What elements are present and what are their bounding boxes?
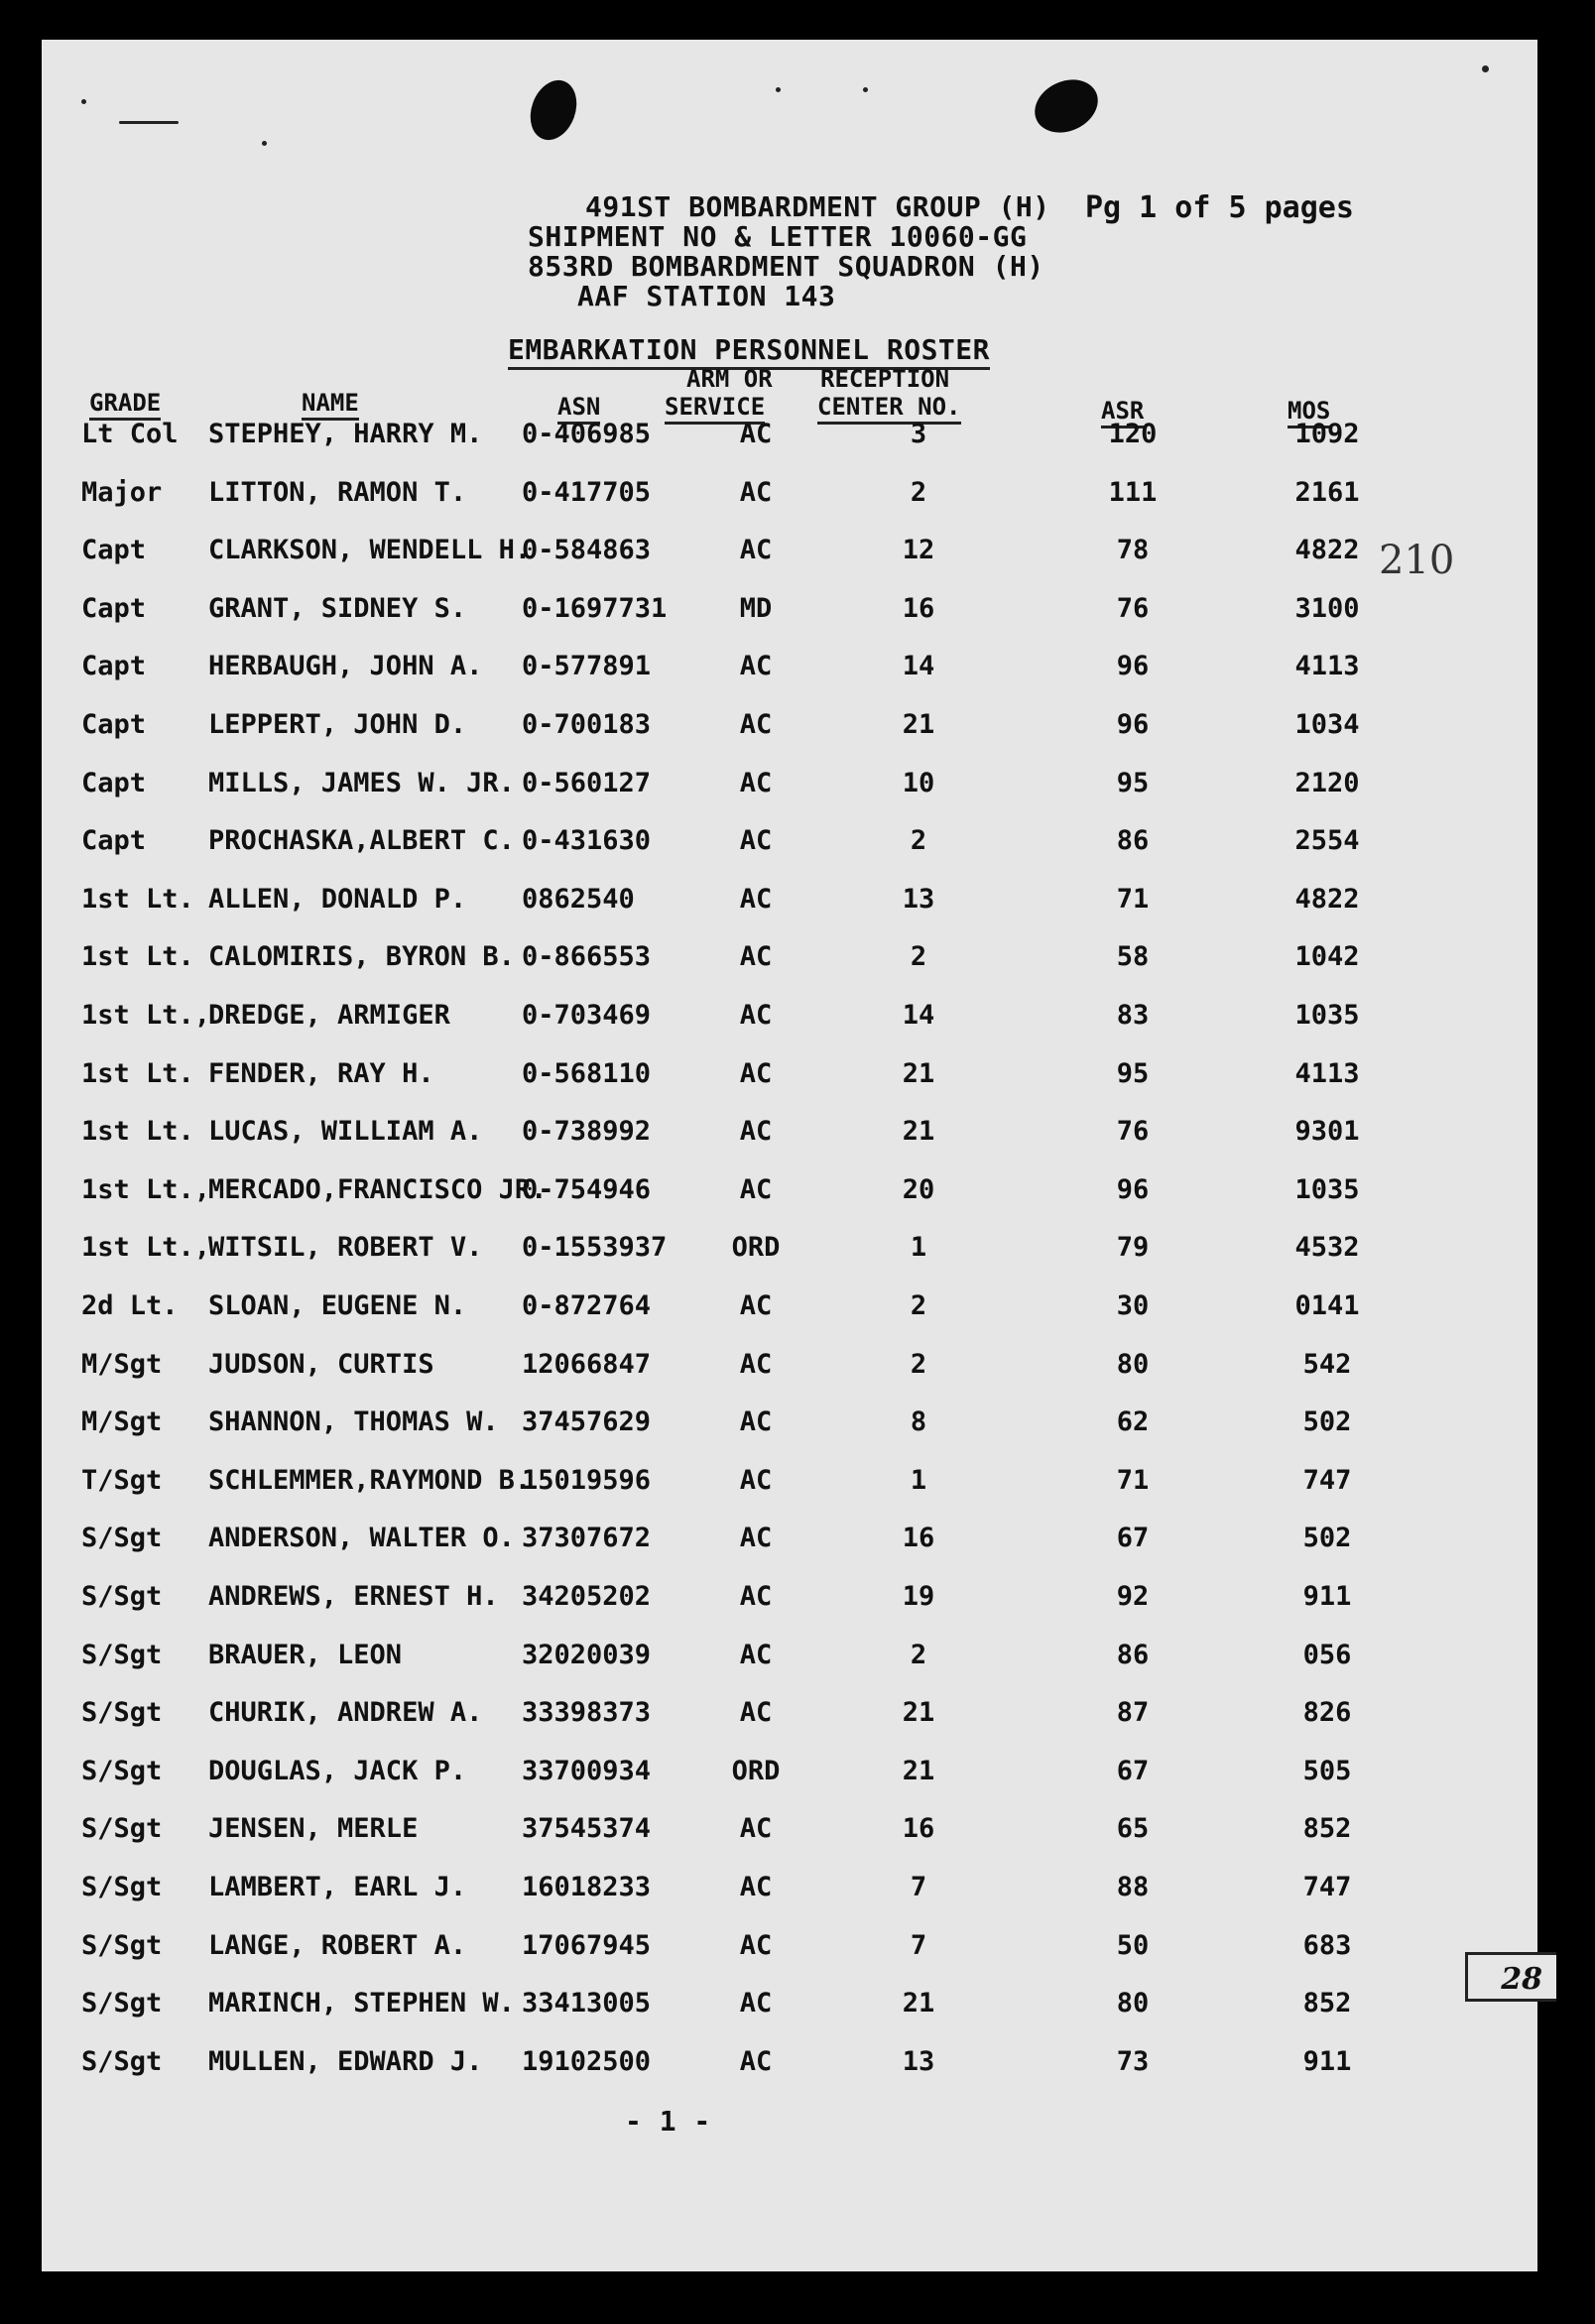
- cell-asn: 15019596: [522, 1465, 652, 1496]
- cell-rc: 2: [910, 1640, 927, 1670]
- cell-grade: Capt: [81, 709, 147, 740]
- cell-rc: 21: [902, 1116, 935, 1147]
- cell-rc: 13: [902, 884, 935, 915]
- cell-arm: AC: [739, 941, 773, 972]
- cell-grade: S/Sgt: [81, 1523, 163, 1553]
- cell-arm: AC: [739, 1290, 773, 1321]
- cell-asr: 76: [1116, 1116, 1150, 1147]
- cell-arm: AC: [739, 1930, 773, 1961]
- cell-arm: AC: [739, 1697, 773, 1728]
- cell-arm: MD: [739, 593, 773, 624]
- cell-rc: 21: [902, 1697, 935, 1728]
- cell-mos: 542: [1302, 1349, 1352, 1380]
- cell-asr: 73: [1116, 2046, 1150, 2077]
- cell-asn: 33398373: [522, 1697, 652, 1728]
- cell-grade: S/Sgt: [81, 1930, 163, 1961]
- cell-arm: AC: [739, 709, 773, 740]
- cell-rc: 2: [910, 941, 927, 972]
- cell-asn: 0862540: [522, 884, 635, 915]
- cell-name: FENDER, RAY H.: [208, 1058, 434, 1089]
- cell-mos: 502: [1302, 1523, 1352, 1553]
- cell-mos: 4822: [1294, 535, 1360, 565]
- col-asn: ASN: [557, 393, 600, 425]
- cell-arm: AC: [739, 2046, 773, 2077]
- cell-mos: 1042: [1294, 941, 1360, 972]
- roster-page: [42, 40, 1542, 2271]
- cell-asr: 87: [1116, 1697, 1150, 1728]
- cell-name: GRANT, SIDNEY S.: [208, 593, 467, 624]
- page-footer: - 1 -: [625, 2105, 711, 2138]
- cell-rc: 3: [910, 419, 927, 449]
- cell-asr: 65: [1116, 1813, 1150, 1844]
- cell-asr: 96: [1116, 709, 1150, 740]
- col-name: NAME: [302, 389, 359, 421]
- cell-mos: 4532: [1294, 1232, 1360, 1263]
- cell-asn: 33413005: [522, 1988, 652, 2018]
- cell-mos: 747: [1302, 1465, 1352, 1496]
- cell-rc: 2: [910, 825, 927, 856]
- cell-grade: S/Sgt: [81, 2046, 163, 2077]
- cell-mos: 826: [1302, 1697, 1352, 1728]
- cell-arm: AC: [739, 1872, 773, 1902]
- speck: [1482, 65, 1489, 72]
- cell-mos: 502: [1302, 1407, 1352, 1437]
- cell-name: LITTON, RAMON T.: [208, 477, 467, 508]
- cell-grade: Capt: [81, 825, 147, 856]
- cell-grade: Capt: [81, 768, 147, 798]
- cell-grade: Lt Col: [81, 419, 179, 449]
- cell-rc: 16: [902, 593, 935, 624]
- cell-asr: 95: [1116, 768, 1150, 798]
- cell-mos: 1035: [1294, 1174, 1360, 1205]
- cell-mos: 4113: [1294, 651, 1360, 681]
- header-group: 491ST BOMBARDMENT GROUP (H): [585, 190, 1050, 223]
- cell-grade: S/Sgt: [81, 1756, 163, 1786]
- cell-rc: 14: [902, 651, 935, 681]
- cell-asn: 0-754946: [522, 1174, 652, 1205]
- cell-asn: 19102500: [522, 2046, 652, 2077]
- cell-asn: 0-568110: [522, 1058, 652, 1089]
- cell-grade: 1st Lt.: [81, 1116, 194, 1147]
- cell-rc: 7: [910, 1930, 927, 1961]
- cell-name: HERBAUGH, JOHN A.: [208, 651, 483, 681]
- cell-rc: 13: [902, 2046, 935, 2077]
- cell-grade: Capt: [81, 593, 147, 624]
- cell-asr: 111: [1108, 477, 1158, 508]
- cell-mos: 505: [1302, 1756, 1352, 1786]
- cell-grade: Capt: [81, 651, 147, 681]
- cell-asn: 37545374: [522, 1813, 652, 1844]
- speck: [262, 141, 267, 146]
- cell-rc: 14: [902, 1000, 935, 1031]
- cell-name: ANDERSON, WALTER O.: [208, 1523, 515, 1553]
- cell-mos: 4822: [1294, 884, 1360, 915]
- cell-asn: 0-700183: [522, 709, 652, 740]
- cell-grade: 1st Lt.: [81, 941, 194, 972]
- cell-arm: AC: [739, 1523, 773, 1553]
- cell-asn: 0-1553937: [522, 1232, 668, 1263]
- cell-arm: AC: [739, 1465, 773, 1496]
- page-count: Pg 1 of 5 pages: [1085, 190, 1354, 225]
- cell-asr: 86: [1116, 1640, 1150, 1670]
- cell-arm: AC: [739, 1116, 773, 1147]
- cell-asn: 33700934: [522, 1756, 652, 1786]
- cell-asn: 37307672: [522, 1523, 652, 1553]
- cell-mos: 852: [1302, 1813, 1352, 1844]
- cell-mos: 911: [1302, 1581, 1352, 1612]
- cell-name: DOUGLAS, JACK P.: [208, 1756, 467, 1786]
- cell-arm: AC: [739, 1058, 773, 1089]
- cell-grade: 1st Lt.,: [81, 1000, 211, 1031]
- cell-asr: 96: [1116, 651, 1150, 681]
- cell-asr: 30: [1116, 1290, 1150, 1321]
- cell-asn: 0-406985: [522, 419, 652, 449]
- cell-name: ALLEN, DONALD P.: [208, 884, 467, 915]
- cell-mos: 3100: [1294, 593, 1360, 624]
- cell-rc: 8: [910, 1407, 927, 1437]
- speck: [119, 121, 179, 124]
- cell-arm: AC: [739, 1174, 773, 1205]
- cell-name: BRAUER, LEON: [208, 1640, 403, 1670]
- cell-asr: 96: [1116, 1174, 1150, 1205]
- cell-grade: 1st Lt.,: [81, 1232, 211, 1263]
- cell-mos: 747: [1302, 1872, 1352, 1902]
- cell-mos: 1034: [1294, 709, 1360, 740]
- col-arm-line2: SERVICE: [665, 393, 765, 425]
- cell-arm: AC: [739, 651, 773, 681]
- cell-asn: 37457629: [522, 1407, 652, 1437]
- cell-rc: 10: [902, 768, 935, 798]
- cell-rc: 21: [902, 1988, 935, 2018]
- speck: [81, 99, 86, 104]
- cell-asr: 80: [1116, 1988, 1150, 2018]
- cell-name: CHURIK, ANDREW A.: [208, 1697, 483, 1728]
- cell-arm: AC: [739, 884, 773, 915]
- cell-asr: 86: [1116, 825, 1150, 856]
- cell-mos: 683: [1302, 1930, 1352, 1961]
- cell-asr: 88: [1116, 1872, 1150, 1902]
- cell-asn: 32020039: [522, 1640, 652, 1670]
- cell-asr: 67: [1116, 1756, 1150, 1786]
- cell-arm: AC: [739, 825, 773, 856]
- cell-asn: 0-577891: [522, 651, 652, 681]
- cell-asn: 34205202: [522, 1581, 652, 1612]
- cell-grade: Major: [81, 477, 163, 508]
- col-grade: GRADE: [89, 389, 161, 421]
- cell-asr: 95: [1116, 1058, 1150, 1089]
- speck: [863, 87, 868, 92]
- cell-asn: 0-1697731: [522, 593, 668, 624]
- cell-asn: 0-866553: [522, 941, 652, 972]
- cell-grade: S/Sgt: [81, 1988, 163, 2018]
- cell-name: JUDSON, CURTIS: [208, 1349, 434, 1380]
- cell-asn: 0-703469: [522, 1000, 652, 1031]
- cell-arm: AC: [739, 768, 773, 798]
- margin-note: 210: [1379, 538, 1455, 583]
- cell-grade: M/Sgt: [81, 1349, 163, 1380]
- cell-grade: S/Sgt: [81, 1581, 163, 1612]
- cell-name: MERCADO,FRANCISCO JR.: [208, 1174, 548, 1205]
- cell-asn: 16018233: [522, 1872, 652, 1902]
- cell-name: MARINCH, STEPHEN W.: [208, 1988, 515, 2018]
- cell-arm: AC: [739, 535, 773, 565]
- cell-grade: S/Sgt: [81, 1640, 163, 1670]
- cell-rc: 21: [902, 709, 935, 740]
- cell-mos: 056: [1302, 1640, 1352, 1670]
- punch-hole-right: [1027, 69, 1107, 142]
- cell-mos: 2554: [1294, 825, 1360, 856]
- cell-mos: 1035: [1294, 1000, 1360, 1031]
- cell-asr: 120: [1108, 419, 1158, 449]
- cell-grade: 2d Lt.: [81, 1290, 179, 1321]
- cell-mos: 0141: [1294, 1290, 1360, 1321]
- cell-mos: 1092: [1294, 419, 1360, 449]
- cell-mos: 2120: [1294, 768, 1360, 798]
- cell-name: JENSEN, MERLE: [208, 1813, 419, 1844]
- cell-asr: 80: [1116, 1349, 1150, 1380]
- cell-arm: ORD: [731, 1756, 781, 1786]
- cell-arm: AC: [739, 1407, 773, 1437]
- cell-rc: 16: [902, 1523, 935, 1553]
- speck: [776, 87, 781, 92]
- col-arm-line1: ARM OR: [686, 365, 773, 393]
- cell-arm: AC: [739, 1813, 773, 1844]
- cell-asn: 0-872764: [522, 1290, 652, 1321]
- cell-mos: 9301: [1294, 1116, 1360, 1147]
- cell-asn: 0-584863: [522, 535, 652, 565]
- cell-rc: 21: [902, 1756, 935, 1786]
- cell-mos: 4113: [1294, 1058, 1360, 1089]
- cell-arm: AC: [739, 1581, 773, 1612]
- cell-rc: 7: [910, 1872, 927, 1902]
- col-mos: MOS: [1288, 397, 1330, 428]
- cell-rc: 16: [902, 1813, 935, 1844]
- cell-name: PROCHASKA,ALBERT C.: [208, 825, 515, 856]
- cell-name: WITSIL, ROBERT V.: [208, 1232, 483, 1263]
- cell-asr: 78: [1116, 535, 1150, 565]
- cell-asr: 71: [1116, 884, 1150, 915]
- cell-name: SHANNON, THOMAS W.: [208, 1407, 499, 1437]
- cell-grade: M/Sgt: [81, 1407, 163, 1437]
- cell-rc: 21: [902, 1058, 935, 1089]
- cell-name: LANGE, ROBERT A.: [208, 1930, 467, 1961]
- cell-asr: 58: [1116, 941, 1150, 972]
- header-squadron: 853RD BOMBARDMENT SQUADRON (H): [528, 250, 1044, 283]
- cell-grade: S/Sgt: [81, 1813, 163, 1844]
- cell-name: CLARKSON, WENDELL H.: [208, 535, 532, 565]
- cell-grade: Capt: [81, 535, 147, 565]
- cell-asr: 76: [1116, 593, 1150, 624]
- cell-asr: 62: [1116, 1407, 1150, 1437]
- cell-name: MULLEN, EDWARD J.: [208, 2046, 483, 2077]
- cell-asr: 83: [1116, 1000, 1150, 1031]
- cell-asr: 71: [1116, 1465, 1150, 1496]
- cell-mos: 2161: [1294, 477, 1360, 508]
- header-shipment: SHIPMENT NO & LETTER 10060-GG: [528, 220, 1028, 253]
- header-station: AAF STATION 143: [577, 280, 836, 312]
- cell-rc: 2: [910, 477, 927, 508]
- cell-mos: 911: [1302, 2046, 1352, 2077]
- cell-name: MILLS, JAMES W. JR.: [208, 768, 515, 798]
- cell-grade: 1st Lt.,: [81, 1174, 211, 1205]
- cell-asr: 92: [1116, 1581, 1150, 1612]
- cell-rc: 2: [910, 1290, 927, 1321]
- cell-name: LEPPERT, JOHN D.: [208, 709, 467, 740]
- cell-grade: T/Sgt: [81, 1465, 163, 1496]
- cell-asn: 0-417705: [522, 477, 652, 508]
- roster-title: EMBARKATION PERSONNEL ROSTER: [508, 333, 990, 370]
- cell-arm: AC: [739, 1000, 773, 1031]
- cell-rc: 12: [902, 535, 935, 565]
- cell-arm: AC: [739, 1988, 773, 2018]
- cell-rc: 1: [910, 1232, 927, 1263]
- cell-asn: 0-738992: [522, 1116, 652, 1147]
- col-rc-line1: RECEPTION: [820, 365, 950, 393]
- cell-arm: AC: [739, 1349, 773, 1380]
- cell-name: SCHLEMMER,RAYMOND B.: [208, 1465, 532, 1496]
- cell-name: STEPHEY, HARRY M.: [208, 419, 483, 449]
- cell-arm: AC: [739, 477, 773, 508]
- cell-mos: 852: [1302, 1988, 1352, 2018]
- cell-rc: 2: [910, 1349, 927, 1380]
- cell-grade: S/Sgt: [81, 1872, 163, 1902]
- cell-arm: AC: [739, 1640, 773, 1670]
- cell-grade: 1st Lt.: [81, 1058, 194, 1089]
- cell-name: SLOAN, EUGENE N.: [208, 1290, 467, 1321]
- col-rc-line2: CENTER NO.: [817, 393, 961, 425]
- cell-name: DREDGE, ARMIGER: [208, 1000, 450, 1031]
- cell-rc: 19: [902, 1581, 935, 1612]
- cell-arm: AC: [739, 419, 773, 449]
- col-asr: ASR: [1101, 397, 1144, 428]
- cell-asn: 0-560127: [522, 768, 652, 798]
- cell-rc: 1: [910, 1465, 927, 1496]
- cell-asn: 17067945: [522, 1930, 652, 1961]
- cell-asr: 67: [1116, 1523, 1150, 1553]
- cell-grade: S/Sgt: [81, 1697, 163, 1728]
- cell-name: LUCAS, WILLIAM A.: [208, 1116, 483, 1147]
- cell-arm: ORD: [731, 1232, 781, 1263]
- cell-asn: 0-431630: [522, 825, 652, 856]
- tab-note: 28: [1465, 1952, 1556, 2002]
- cell-name: ANDREWS, ERNEST H.: [208, 1581, 499, 1612]
- cell-asn: 12066847: [522, 1349, 652, 1380]
- cell-name: CALOMIRIS, BYRON B.: [208, 941, 515, 972]
- cell-asr: 79: [1116, 1232, 1150, 1263]
- cell-rc: 20: [902, 1174, 935, 1205]
- punch-hole-left: [523, 73, 585, 146]
- cell-name: LAMBERT, EARL J.: [208, 1872, 467, 1902]
- cell-asr: 50: [1116, 1930, 1150, 1961]
- cell-grade: 1st Lt.: [81, 884, 194, 915]
